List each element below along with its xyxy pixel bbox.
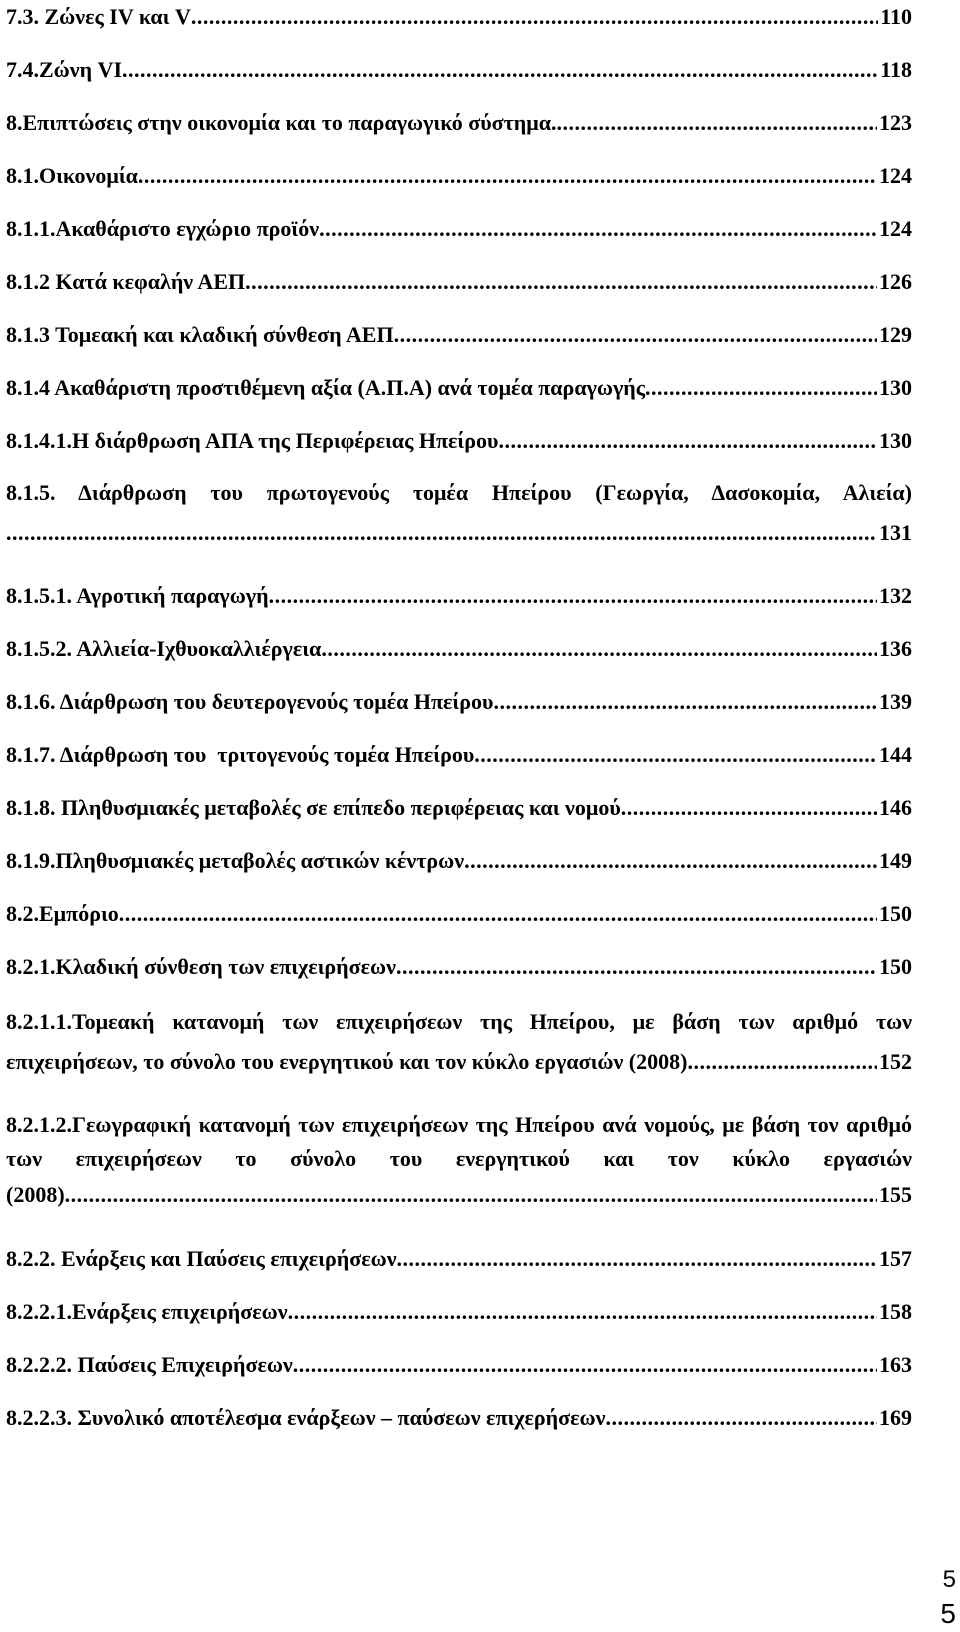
- toc-entry-title: 8.1.5.1. Αγροτική παραγωγή: [6, 583, 269, 608]
- toc-entry-page: 139: [879, 689, 912, 714]
- toc-entry-title: 8.1.8. Πληθυσμιακές μεταβολές σε επίπεδο περιφέρειας και νομού: [6, 795, 621, 820]
- toc-entry-page: 124: [879, 216, 912, 241]
- toc-leader-dots: [645, 373, 877, 403]
- toc-leader-dots: [493, 687, 877, 717]
- toc-leader-dots: [687, 1047, 877, 1077]
- toc-entry-title: 8.1.6. Διάρθρωση του δευτερογενούς τομέα Ηπείρου: [6, 689, 494, 714]
- toc-entry-title: 7.3. Ζώνες IV και V: [6, 4, 191, 29]
- toc-entry[interactable]: [6, 1403, 912, 1433]
- toc-entry-title: 8.1.5.2. Αλλιεία-Ιχθυοκαλλιέργεια: [6, 636, 322, 661]
- toc-leader-dots: [557, 108, 877, 138]
- toc-entry[interactable]: [6, 740, 912, 770]
- toc-entry-page: 129: [879, 322, 912, 347]
- toc-leader-dots: [65, 1180, 877, 1210]
- toc-leader-dots: [394, 320, 877, 350]
- toc-entry[interactable]: [6, 476, 912, 548]
- toc-entry-page: 146: [879, 795, 912, 820]
- toc-entry-title: 8.1.4 Ακαθάριστη προστιθέμενη αξία (Α.Π.Α) ανά τομέα παραγωγής: [6, 375, 646, 400]
- toc-entry[interactable]: [6, 899, 912, 929]
- toc-entry[interactable]: [6, 1297, 912, 1327]
- toc-leader-dots: [191, 2, 878, 32]
- toc-entry-page: 155: [879, 1182, 912, 1207]
- toc-entry-title: 8.1.2 Κατά κεφαλήν ΑΕΠ: [6, 269, 246, 294]
- toc-entry-page: 169: [879, 1405, 912, 1430]
- toc-entry[interactable]: [6, 2, 912, 32]
- toc-entry-title-continued: (2008): [6, 1182, 65, 1207]
- toc-entry-title-continued: επιχειρήσεων, το σύνολο του ενεργητικού και τον κύκλο εργασιών (2008): [6, 1049, 688, 1074]
- toc-entry-title: 7.4.Ζώνη VI: [6, 57, 123, 82]
- toc-entry-page: 132: [879, 583, 912, 608]
- toc-entry[interactable]: [6, 1244, 912, 1274]
- toc-entry-title: 8.2.2.2. Παύσεις Επιχειρήσεων: [6, 1352, 293, 1377]
- toc-leader-dots: [288, 1297, 877, 1327]
- toc-entry-page: 124: [879, 163, 912, 188]
- toc-entry[interactable]: [6, 426, 912, 456]
- toc-leader-dots: [621, 793, 877, 823]
- toc-entry-page: 152: [879, 1049, 912, 1074]
- toc-entry[interactable]: [6, 687, 912, 717]
- toc-entry[interactable]: [6, 161, 912, 191]
- toc-leader-dots: [474, 740, 877, 770]
- toc-entry-title: 8.1.7. Διάρθρωση του τριτογενούς τομέα Ηπείρου: [6, 742, 475, 767]
- toc-leader-dots: [293, 1350, 877, 1380]
- toc-leader-dots: [119, 899, 877, 929]
- toc-entry-title: 8.1.Οικονομία: [6, 163, 138, 188]
- toc-entry-page: 144: [879, 742, 912, 767]
- toc-entry[interactable]: [6, 846, 912, 876]
- toc-leader-dots: [464, 846, 877, 876]
- toc-leader-dots: [498, 426, 877, 456]
- toc-leader-dots: [605, 1403, 877, 1433]
- toc-entry-page: 126: [879, 269, 912, 294]
- toc-leader-dots: [6, 518, 877, 548]
- toc-entry-page: 157: [879, 1246, 912, 1271]
- toc-entry[interactable]: [6, 952, 912, 982]
- toc-entry-page: 130: [879, 375, 912, 400]
- toc-entry[interactable]: [6, 1350, 912, 1380]
- toc-leader-dots: [319, 214, 877, 244]
- toc-entry-page: 150: [879, 954, 912, 979]
- toc-entry[interactable]: [6, 581, 912, 611]
- toc-entry-page: 131: [879, 520, 912, 545]
- page-number-top: 5: [942, 1566, 956, 1593]
- toc-entry-title: 8.1.4.1.Η διάρθρωση ΑΠΑ της Περιφέρειας Ηπείρου: [6, 428, 499, 453]
- toc-entry-page: 158: [879, 1299, 912, 1324]
- toc-entry-title: 8.2.1.Κλαδική σύνθεση των επιχειρήσεων: [6, 954, 396, 979]
- page-number: 5: [940, 1598, 956, 1629]
- toc-entry-page: 149: [879, 848, 912, 873]
- toc-leader-dots: [269, 581, 877, 611]
- toc-entry[interactable]: [6, 214, 912, 244]
- toc-entry[interactable]: [6, 634, 912, 664]
- toc-leader-dots: [245, 267, 877, 297]
- toc-entry-title: 8.1.1.Ακαθάριστο εγχώριο προϊόν: [6, 216, 320, 241]
- toc-entry-page: 118: [880, 57, 912, 82]
- toc-entry[interactable]: [6, 267, 912, 297]
- toc-entry-title: 8.1.9.Πληθυσμιακές μεταβολές αστικών κέντρων: [6, 848, 465, 873]
- toc-leader-dots: [122, 55, 878, 85]
- toc-entry[interactable]: [6, 1108, 912, 1210]
- toc-leader-dots: [321, 634, 877, 664]
- toc-entry-title: 8.2.Εμπόριο: [6, 901, 119, 926]
- toc-entry-title: 8.2.2. Ενάρξεις και Παύσεις επιχειρήσεων: [6, 1246, 397, 1271]
- toc-entry[interactable]: [6, 373, 912, 403]
- toc-leader-dots: [397, 1244, 877, 1274]
- toc-entry-page: 130: [879, 428, 912, 453]
- toc-leader-dots: [138, 161, 877, 191]
- toc-entry[interactable]: [6, 320, 912, 350]
- toc-entry-title: 8.1.3 Τομεακή και κλαδική σύνθεση ΑΕΠ: [6, 322, 394, 347]
- toc-entry[interactable]: [6, 1005, 912, 1077]
- toc-entry-page: 123: [879, 110, 912, 135]
- toc-entry-title: 8.Επιπτώσεις στην οικονομία και το παραγωγικό σύστημα.: [6, 110, 557, 135]
- toc-leader-dots: [396, 952, 877, 982]
- toc-entry-title: 8.1.5. Διάρθρωση του πρωτογενούς τομέα Ηπείρου (Γεωργία, Δασοκομία, Αλιεία): [6, 480, 912, 505]
- toc-entry[interactable]: [6, 55, 912, 85]
- toc-entry-title: 8.2.2.1.Ενάρξεις επιχειρήσεων: [6, 1299, 288, 1324]
- toc-entry-title: 8.2.1.1.Τομεακή κατανομή των επιχειρήσεων της Ηπείρου, με βάση των αριθμό των: [6, 1009, 912, 1034]
- toc-entry[interactable]: [6, 793, 912, 823]
- toc-entry-page: 150: [879, 901, 912, 926]
- toc-entry-page: 163: [879, 1352, 912, 1377]
- toc-entry-page: 136: [879, 636, 912, 661]
- toc-entry-page: 110: [880, 4, 912, 29]
- toc-entry[interactable]: [6, 108, 912, 138]
- toc-entry-title: 8.2.1.2.Γεωγραφική κατανομή των επιχειρήσεων της Ηπείρου ανά νομούς, με βάση τον αριθμό των επιχειρήσεων το σύνολο του ενεργητικού και τον κύκλο εργασιών: [6, 1112, 912, 1171]
- toc-entry-title: 8.2.2.3. Συνολικό αποτέλεσμα ενάρξεων – παύσεων επιχερήσεων: [6, 1405, 606, 1430]
